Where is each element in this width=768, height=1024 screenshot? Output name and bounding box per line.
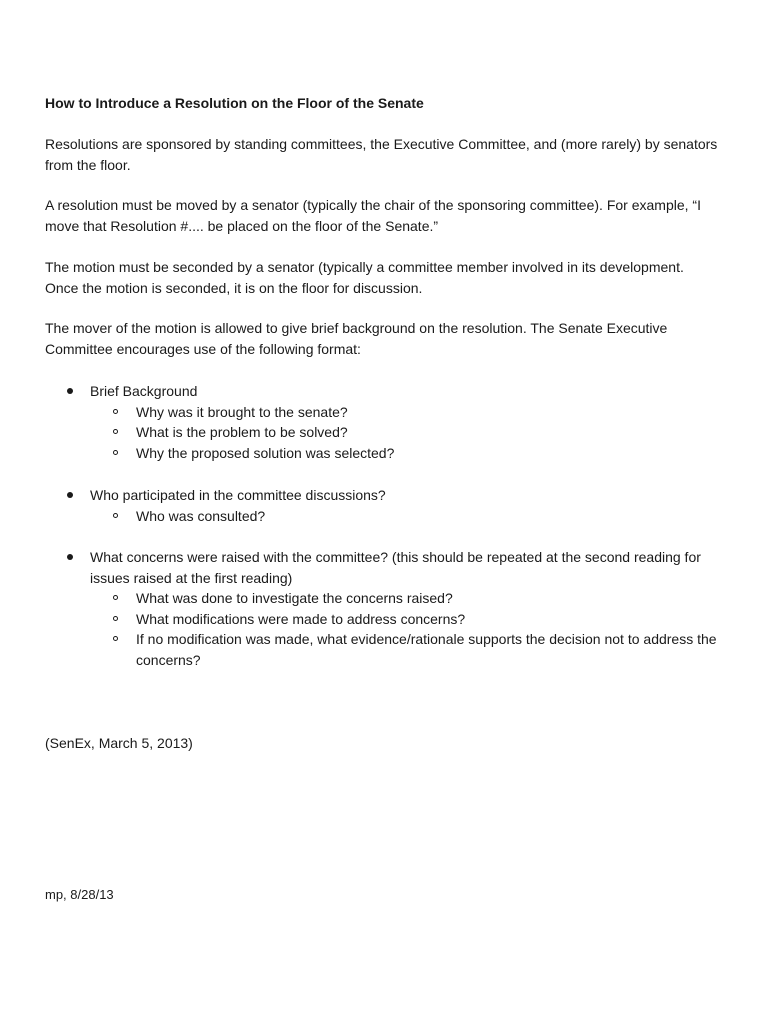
bullet-list-background <box>45 381 725 463</box>
sub-item-text: What was done to investigate the concerns raised? <box>136 590 453 606</box>
bullet-dot-icon <box>67 388 73 394</box>
bullet-label: Who participated in the committee discussions? <box>90 487 386 503</box>
circle-bullet-icon <box>113 636 118 641</box>
bullet-item <box>45 381 725 463</box>
sub-item-text: Why was it brought to the senate? <box>136 403 348 420</box>
circle-bullet-icon <box>113 616 118 621</box>
sub-item <box>90 402 725 423</box>
circle-bullet-icon <box>113 513 118 518</box>
bullet-item <box>45 485 725 526</box>
sub-item <box>90 506 725 527</box>
bullet-label: Brief Background <box>90 383 198 399</box>
sub-item <box>90 588 725 609</box>
sub-item-text: What modifications were made to address concerns? <box>136 610 466 627</box>
sub-list <box>90 588 725 670</box>
paragraph-moved: A resolution must be moved by a senator (typically the chair of the sponsoring committee). For example, “I move that Resolution #.... be placed on the floor of the Senate.” <box>45 197 701 234</box>
bullet-list-participants <box>45 485 725 526</box>
sub-item-text: If no modification was made, what evidence/rationale supports the decision not to address the concerns? <box>136 631 717 668</box>
sub-list <box>90 402 725 464</box>
sub-item-text: Who was consulted? <box>136 507 266 524</box>
source-note: (SenEx, March 5, 2013) <box>45 735 193 751</box>
bullet-item <box>45 547 725 670</box>
bullet-label: What concerns were raised with the committee? (this should be repeated at the second reading for issues raised at the first reading) <box>90 549 701 586</box>
paragraph-seconded: The motion must be seconded by a senator (typically a committee member involved in its development. Once the motion is seconded, it is on the floor for discussion. <box>45 259 684 296</box>
circle-bullet-icon <box>113 450 118 455</box>
sub-item <box>90 609 725 630</box>
sub-list <box>90 506 725 527</box>
circle-bullet-icon <box>113 595 118 600</box>
paragraph-sponsors: Resolutions are sponsored by standing committees, the Executive Committee, and (more rarely) by senators from the floor. <box>45 136 718 173</box>
document-title: How to Introduce a Resolution on the Floor of the Senate <box>45 95 424 111</box>
revision-note: mp, 8/28/13 <box>45 887 114 902</box>
circle-bullet-icon <box>113 409 118 414</box>
document-page <box>45 0 735 1024</box>
sub-item <box>90 443 725 464</box>
sub-item-text: Why the proposed solution was selected? <box>136 444 395 461</box>
bullet-list-concerns <box>45 547 725 670</box>
sub-item-text: What is the problem to be solved? <box>136 424 348 440</box>
bullet-dot-icon <box>67 554 73 560</box>
bullet-dot-icon <box>67 492 73 498</box>
paragraph-mover-background: The mover of the motion is allowed to give brief background on the resolution. The Senate Executive Committee encourages use of the following format: <box>45 320 668 357</box>
sub-item <box>90 422 725 443</box>
circle-bullet-icon <box>113 429 118 434</box>
sub-item <box>90 629 725 670</box>
